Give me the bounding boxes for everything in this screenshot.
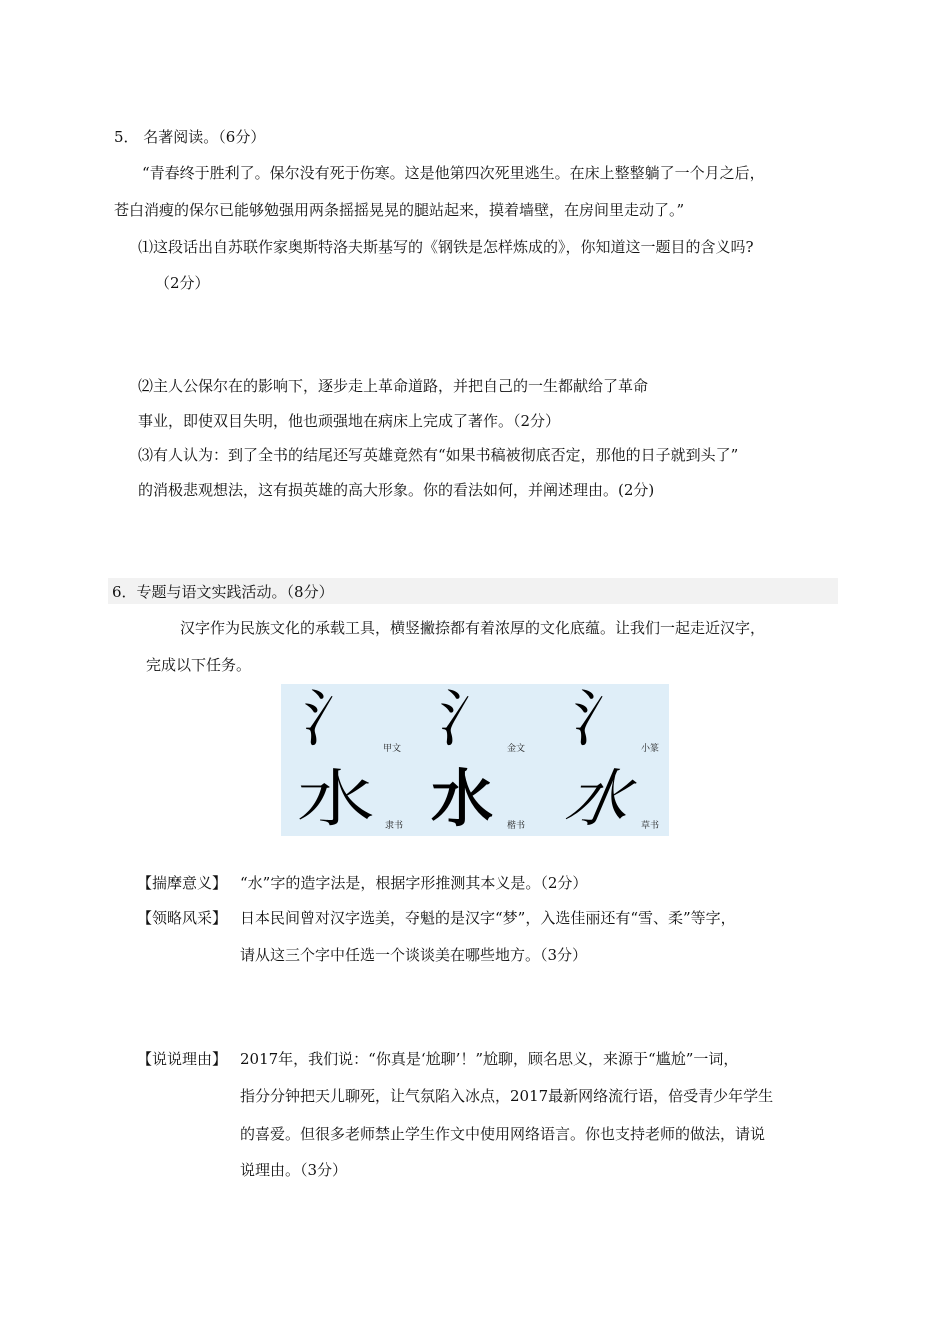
caption-regular: 楷书 bbox=[507, 821, 526, 831]
task-2-line-2: 请从这三个字中任选一个谈谈美在哪些地方。（3分） bbox=[240, 946, 588, 964]
task-1-text: “水”字的造字法是，根据字形推测其本义是。（2分） bbox=[240, 874, 588, 892]
small-seal-water-glyph: 氵 bbox=[573, 682, 636, 755]
q5-heading: 5． 名著阅读。（6分） bbox=[114, 128, 266, 146]
task-3-line-1: 2017年，我们说：“你真是‘尬聊’！”尬聊，顾名思义，来源于“尴尬”一词， bbox=[240, 1050, 739, 1068]
task-2-line-1: 日本民间曾对汉字选美，夺魁的是汉字“梦”，入选佳丽还有“雪、柔”等字， bbox=[240, 909, 736, 927]
q5-subquestion-3-cont: 的消极悲观想法，这有损英雄的高大形象。你的看法如何，并阐述理由。(2分) bbox=[138, 481, 655, 499]
q5-subquestion-1-points: （2分） bbox=[155, 274, 210, 292]
task-3-line-2: 指分分钟把天儿聊死，让气氛陷入冰点，2017最新网络流行语，倍受青少年学生 bbox=[240, 1087, 774, 1105]
q5-quote-line-2: 苍白消瘦的保尔已能够勉强用两条摇摇晃晃的腿站起来，摸着墙壁，在房间里走动了。” bbox=[114, 201, 685, 219]
caption-clerical: 隶书 bbox=[385, 821, 404, 831]
caption-cursive: 草书 bbox=[641, 821, 660, 831]
q5-subquestion-2-cont: 事业，即使双目失明，他也顽强地在病床上完成了著作。（2分） bbox=[138, 412, 561, 430]
water-character-evolution-figure bbox=[281, 684, 669, 836]
q5-subquestion-2: ⑵主人公保尔在的影响下，逐步走上革命道路，并把自己的一生都献给了革命 bbox=[138, 377, 649, 395]
clerical-water-glyph: 水 bbox=[297, 762, 375, 835]
task-1-label: 【揣摩意义】 bbox=[137, 874, 228, 892]
bronze-water-glyph: 氵 bbox=[439, 682, 502, 755]
q6-heading: 6．专题与语文实践活动。（8分） bbox=[112, 583, 334, 601]
caption-oracle-bone: 甲文 bbox=[383, 744, 402, 754]
q5-quote-line-1: “青春终于胜利了。保尔没有死于伤寒。这是他第四次死里逃生。在床上整整躺了一个月之后， bbox=[142, 164, 765, 182]
regular-water-glyph: 水 bbox=[431, 762, 494, 835]
q6-intro-line-2: 完成以下任务。 bbox=[146, 656, 252, 674]
caption-small-seal: 小篆 bbox=[641, 744, 660, 754]
caption-bronze: 金文 bbox=[507, 744, 526, 754]
q6-intro-line-1: 汉字作为民族文化的承载工具，横竖撇捺都有着浓厚的文化底蕴。让我们一起走近汉字， bbox=[180, 619, 766, 637]
oracle-bone-water-glyph: 氵 bbox=[303, 682, 366, 755]
q5-subquestion-3: ⑶有人认为：到了全书的结尾还写英雄竟然有“如果书稿被彻底否定，那他的日子就到头了” bbox=[138, 446, 739, 464]
task-3-line-4: 说理由。（3分） bbox=[240, 1161, 348, 1179]
task-3-label: 【说说理由】 bbox=[137, 1050, 228, 1068]
task-2-label: 【领略风采】 bbox=[137, 909, 228, 927]
q5-subquestion-1: ⑴这段话出自苏联作家奥斯特洛夫斯基写的《钢铁是怎样炼成的》，你知道这一题目的含义吗? bbox=[138, 238, 754, 256]
task-3-line-3: 的喜爱。但很多老师禁止学生作文中使用网络语言。你也支持老师的做法，请说 bbox=[240, 1125, 766, 1143]
cursive-water-glyph: 水 bbox=[560, 762, 636, 835]
